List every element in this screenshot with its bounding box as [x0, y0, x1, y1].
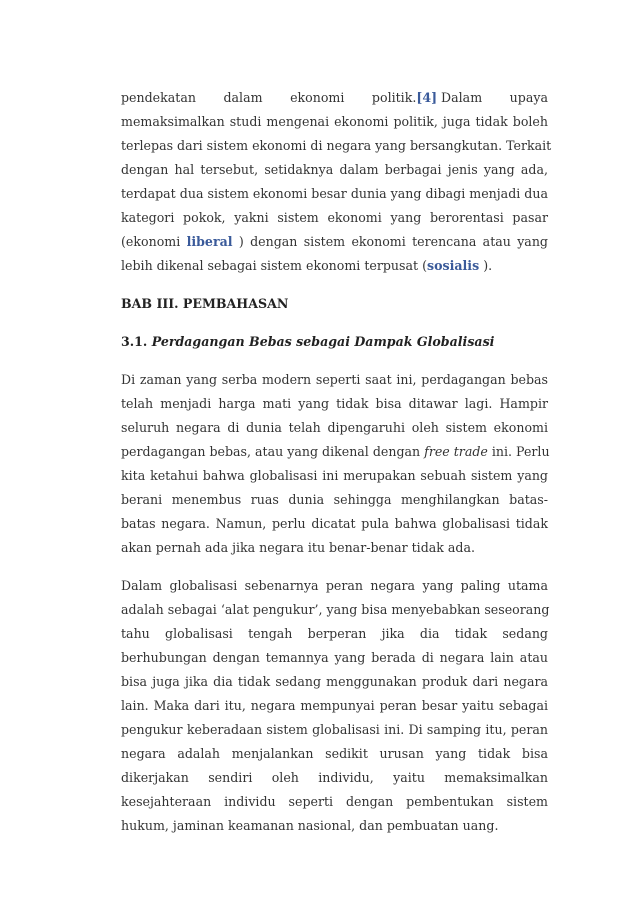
text-line — [121, 440, 548, 464]
spacer — [121, 354, 548, 368]
paragraph-free-trade — [121, 368, 548, 560]
section-number: 3.1. — [121, 334, 152, 349]
text-line: negara adalah menjalankan sedikit urusan yang tidak bisa — [121, 746, 548, 761]
sosialis-link[interactable]: sosialis — [427, 258, 480, 273]
text-line: hukum, jaminan keamanan nasional, dan pembuatan uang. — [121, 818, 499, 833]
spacer — [121, 316, 548, 330]
document-page — [121, 86, 552, 838]
text-line — [121, 86, 548, 110]
chapter-heading: BAB III. PEMBAHASAN — [121, 296, 289, 311]
spacer — [121, 278, 548, 292]
text-line — [121, 254, 548, 278]
text-span: ) dengan sistem ekonomi terencana atau yang — [232, 234, 548, 249]
text-line: telah menjadi harga mati yang tidak bisa ditawar lagi. Hampir — [121, 396, 548, 411]
text-span: ). — [479, 258, 493, 273]
paragraph-state-role — [121, 574, 548, 838]
word: politik. — [371, 90, 417, 105]
text-line: dengan hal tersebut, setidaknya dalam berbagai jenis yang ada, — [121, 162, 548, 177]
text-line: kita ketahui bahwa globalisasi ini merupakan sebuah sistem yang — [121, 468, 548, 483]
text-line: berani menembus ruas dunia sehingga menghilangkan batas- — [121, 492, 548, 507]
word-group — [372, 86, 482, 110]
emphasis: free trade — [424, 444, 488, 459]
text-line: terlepas dari sistem ekonomi di negara yang bersangkutan. Terkait — [121, 138, 552, 153]
text-line: pengukur keberadaan sistem globalisasi ini. Di samping itu, peran — [121, 722, 548, 737]
footnote-link[interactable]: [4] — [416, 90, 438, 105]
text-line: Dalam globalisasi sebenarnya peran negara yang paling utama — [121, 578, 548, 593]
section-heading — [121, 330, 548, 354]
text-span: lebih dikenal sebagai sistem ekonomi terpusat ( — [121, 258, 427, 273]
text-line: batas negara. Namun, perlu dicatat pula bahwa globalisasi tidak — [121, 516, 548, 531]
spacer — [121, 560, 548, 574]
text-span: (ekonomi — [121, 234, 187, 249]
paragraph-intro — [121, 86, 552, 278]
text-span: ini. Perlu — [487, 444, 550, 459]
word: pendekatan — [121, 90, 196, 105]
word: Dalam — [437, 90, 483, 105]
section-title: Perdagangan Bebas sebagai Dampak Globalisasi — [151, 334, 495, 349]
word: ekonomi — [290, 90, 345, 105]
text-line: Di zaman yang serba modern seperti saat ini, perdagangan bebas — [121, 372, 548, 387]
text-line: terdapat dua sistem ekonomi besar dunia yang dibagi menjadi dua — [121, 186, 548, 201]
liberal-link[interactable]: liberal — [186, 234, 233, 249]
text-line: adalah sebagai ‘alat pengukur’, yang bisa menyebabkan seseorang — [121, 602, 550, 617]
text-line: dikerjakan sendiri oleh individu, yaitu memaksimalkan — [121, 770, 548, 785]
text-line: seluruh negara di dunia telah dipengaruhi oleh sistem ekonomi — [121, 420, 548, 435]
text-span: perdagangan bebas, atau yang dikenal dengan — [121, 444, 425, 459]
text-line: kategori pokok, yakni sistem ekonomi yang berorentasi pasar — [121, 210, 548, 225]
text-line: lain. Maka dari itu, negara mempunyai peran besar yaitu sebagai — [121, 698, 548, 713]
text-line: memaksimalkan studi mengenai ekonomi politik, juga tidak boleh — [121, 114, 548, 129]
text-line — [121, 230, 548, 254]
text-line: tahu globalisasi tengah berperan jika dia tidak sedang — [121, 626, 548, 641]
text-line: berhubungan dengan temannya yang berada di negara lain atau — [121, 650, 548, 665]
text-line: akan pernah ada jika negara itu benar-benar tidak ada. — [121, 540, 475, 555]
word: upaya — [509, 90, 548, 105]
text-line: kesejahteraan individu seperti dengan pembentukan sistem — [121, 794, 548, 809]
text-line: bisa juga jika dia tidak sedang menggunakan produk dari negara — [121, 674, 548, 689]
word: dalam — [223, 90, 263, 105]
